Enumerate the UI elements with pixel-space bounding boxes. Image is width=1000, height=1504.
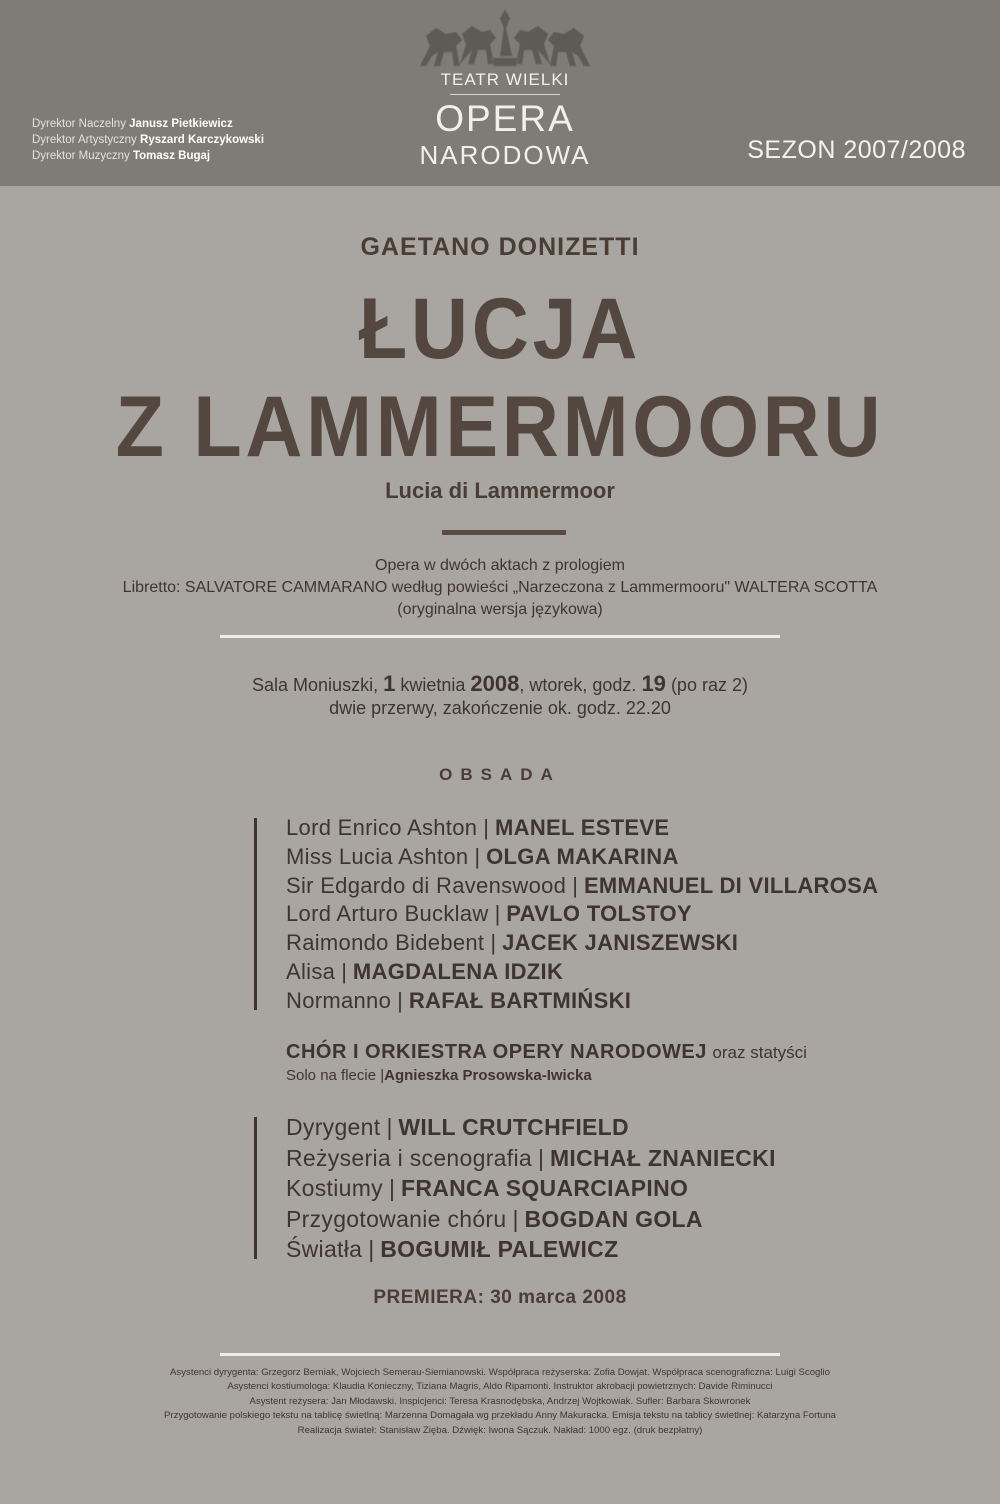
performance-day: 1 — [383, 671, 396, 696]
credits-block — [0, 1366, 1000, 1438]
creative-row: Dyrygent | WILL CRUTCHFIELD — [286, 1114, 629, 1140]
director-row: Dyrektor Naczelny Janusz Pietkiewicz — [32, 118, 233, 130]
cast-row: Miss Lucia Ashton | OLGA MAKARINA — [286, 843, 679, 869]
logo-line-1: TEATR WIELKI — [440, 70, 570, 89]
credits-line: Realizacja świateł: Stanisław Zięba. Dźwięk: Iwona Sączuk. Nakład: 1000 egz. (druk bezpłatny) — [297, 1424, 703, 1436]
creative-row: Przygotowanie chóru | BOGDAN GOLA — [286, 1205, 703, 1232]
quadriga-icon — [400, 6, 610, 72]
credits-line: Przygotowanie polskiego tekstu na tablicę świetlną: Marzenna Domagała wg przekładu Anny Makuracka. Emisja tekstu na tablicy świetlnej: Katarzyna Fortuna — [164, 1410, 836, 1422]
original-title: Lucia di Lammermoor — [385, 478, 615, 503]
credits-line: Asystenci dyrygenta: Grzegorz Berniak, Wojciech Semerau-Siemianowski. Współpraca reżyserska: Zofia Dowjat. Współpraca scenograficzna: Luigi Scoglio — [170, 1367, 830, 1378]
composer-name: GAETANO DONIZETTI — [360, 233, 640, 261]
opera-title-line-1: ŁUCJA — [358, 281, 642, 377]
director-name: Tomasz Bugaj — [132, 150, 211, 162]
creative-list — [286, 1112, 776, 1265]
cast-list — [286, 814, 878, 1016]
choir-line — [286, 1041, 807, 1064]
creative-row: Światła | BOGUMIŁ PALEWICZ — [286, 1236, 619, 1262]
header-band — [0, 0, 1000, 186]
cast-heading: OBSADA — [439, 765, 561, 784]
cast-row: Lord Enrico Ashton | MANEL ESTEVE — [286, 815, 670, 840]
choir-extra: oraz statyści — [712, 1043, 807, 1062]
director-name: Ryszard Karczykowski — [140, 134, 265, 146]
cast-row: Raimondo Bidebent | JACEK JANISZEWSKI — [286, 930, 739, 956]
opera-info — [0, 555, 1000, 621]
logo-line-3: NARODOWA — [419, 140, 591, 170]
director-name: Janusz Pietkiewicz — [129, 118, 233, 130]
solo-name: Agnieszka Prosowska-Iwicka — [384, 1067, 592, 1084]
performance-info — [0, 672, 1000, 720]
opera-title-line-2: Z LAMMERMOORU — [115, 379, 885, 475]
opera-logo — [380, 6, 630, 176]
info-line: Libretto: SALVATORE CAMMARANO według powieści „Narzeczona z Lammermooru" WALTERA SCOTTA — [122, 579, 878, 596]
choir-name: CHÓR I ORKIESTRA OPERY NARODOWEJ — [286, 1041, 707, 1063]
info-line: Opera w dwóch aktach z prologiem — [375, 557, 625, 574]
directors-list — [32, 116, 264, 164]
cast-row: Alisa | MAGDALENA IDZIK — [286, 958, 564, 984]
director-row: Dyrektor Artystyczny Ryszard Karczykowski — [32, 134, 265, 146]
credits-line: Asystent reżysera: Jan Młodawski. Inspicjenci: Teresa Krasnodębska, Andrzej Wojtkowiak. Sufler: Barbara Skowronek — [249, 1395, 751, 1407]
cast-row: Sir Edgardo di Ravenswood | EMMANUEL DI VILLAROSA — [286, 872, 879, 898]
title-divider — [442, 530, 566, 535]
logo-line-2: OPERA — [435, 98, 575, 139]
credits-line: Asystenci kostiumologa: Klaudia Konieczny, Tiziana Magris, Aldo Ripamonti. Instruktor akrobacji powietrznych: Davide Riminucci — [227, 1381, 773, 1393]
credits-divider — [220, 1353, 780, 1356]
info-line: (oryginalna wersja językowa) — [397, 601, 603, 618]
cast-bar — [254, 818, 257, 1010]
logo-divider — [450, 94, 560, 95]
season-label: SEZON 2007/2008 — [747, 136, 966, 164]
performance-line-1: Sala Moniuszki, 1 kwietnia 2008, wtorek, godz. 19 (po raz 2) — [252, 671, 748, 696]
solo-line: Solo na flecie |Agnieszka Prosowska-Iwicka — [286, 1067, 592, 1084]
performance-line-2: dwie przerwy, zakończenie ok. godz. 22.20 — [329, 698, 671, 718]
premiere-date: PREMIERA: 30 marca 2008 — [373, 1287, 627, 1308]
cast-row: Normanno | RAFAŁ BARTMIŃSKI — [286, 987, 632, 1013]
creative-row: Reżyseria i scenografia | MICHAŁ ZNANIECKI — [286, 1144, 776, 1171]
section-divider — [220, 635, 780, 638]
creative-row: Kostiumy | FRANCA SQUARCIAPINO — [286, 1175, 689, 1201]
performance-hour: 19 — [641, 671, 666, 696]
director-row: Dyrektor Muzyczny Tomasz Bugaj — [32, 150, 211, 162]
cast-row: Lord Arturo Bucklaw | PAVLO TOLSTOY — [286, 901, 692, 927]
creative-bar — [254, 1117, 257, 1259]
performance-year: 2008 — [470, 671, 520, 696]
